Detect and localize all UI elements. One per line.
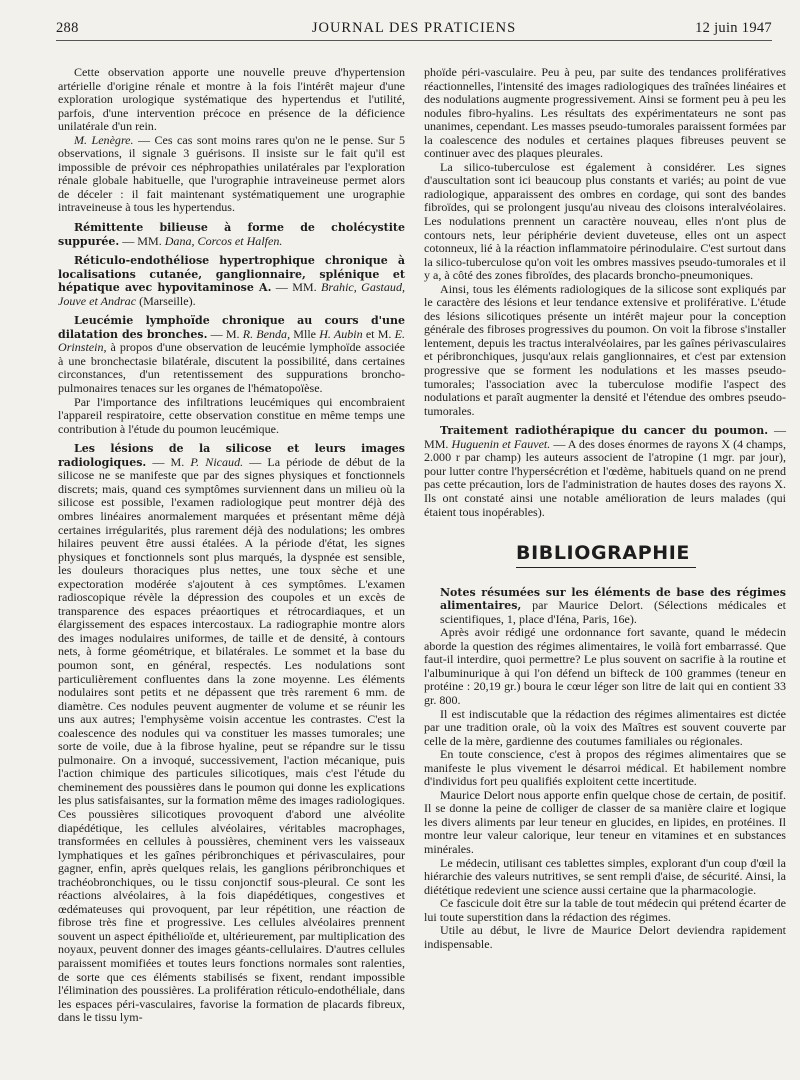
journal-title: JOURNAL DES PRATICIENS <box>311 20 517 36</box>
section-paragraph: Réticulo-endothéliose hypertrophique chronique à localisations cutanée, ganglionnaire, splénique et hépatique avec hypovitaminose A. — MM. Brahic, Gastaud, Jouve et Andrac (Marseille). <box>58 254 405 308</box>
paragraph: Maurice Delort nous apporte enfin quelque chose de certain, de positif. Il se donne la peine de colliger de classer de sa manière claire et logique les divers aliments par leur teneur en glucides, en lipides, en protéines. Il montre leur valeur calorique, leur teneur en vitamines et en substances minérales. <box>424 787 786 856</box>
section-title: Rémittente bilieuse à forme de cholécystite suppurée. <box>58 221 405 248</box>
bibliography-heading: BIBLIOGRAPHIE <box>516 547 696 568</box>
section-paragraph: Traitement radiothérapique du cancer du poumon. — MM. Huguenin et Fauvet. — A des doses énormes de rayons X (4 champs, 2.000 r par champ) les auteurs associent de l'atropine (1 mgr. par jour), pour lutter contre l'hypersécrétion et l'œdème, habituels quand on ne prend pas cette précaution, lors de l'administration de hautes doses des rayons X. Ils ont constaté ainsi une notable amélioration de leurs malades (qui étaient tous inopérables). <box>424 423 787 519</box>
paragraph: La silico-tuberculose est également à considérer. Les signes d'auscultation sont ici beaucoup plus constants et variés; au point de vue radiologique, apparaissent des ombres en cordage, qui sont des bandes fibroïdes, qui se prolongent jusqu'au niveau des cloisons interalvéolaires. Les nodulations prennent un caractère nouveau, elles n'ont plus de contours nets, leur périphérie devient duveteuse, elles ont un aspect cotonneux, lié à la réaction inflammatoire périnodulaire. C'est surtout dans la silico-tuberculose qu'on voit les ombres massives pseudo-tumorales et il y a, à côté des zones fibroïdes, des placards broncho-pneumoniques. <box>424 159 786 283</box>
author: Dana, Corcos et Halfen. <box>164 233 283 248</box>
paragraph: Après avoir rédigé une ordonnance fort savante, quand le médecin aborde la question des régimes alimentaires, le voilà fort embarrassé. Que faut-il interdire, quoi permettre? Le plus souvent on sacrifie à la routine et l'albuminurique à qui l'on défend un bifteck de 100 grammes (teneur en protéine : 20,19 gr.) boura le cœur léger son litre de lait qui en contient 33 gr. 800. <box>424 625 786 707</box>
author: E. Orinstein, <box>58 326 405 355</box>
section-title: Leucémie lymphoïde chronique au cours d'une dilatation des bronches. <box>58 314 405 341</box>
author: M. Lenègre. <box>74 132 134 147</box>
author: Brahic, Gastaud, Jouve et Andrac <box>58 280 405 308</box>
paragraph: Utile au début, le livre de Maurice Delort deviendra rapidement indispensable. <box>424 923 786 951</box>
issue-date: 12 juin 1947 <box>695 20 772 36</box>
page-header <box>56 18 772 41</box>
author: R. Benda, <box>242 326 291 341</box>
paragraph: Cette observation apporte une nouvelle preuve d'hypertension artérielle d'origine rénale et montre à la fois l'intérêt majeur d'une exploration urologique systématique des hypertendus et l'utilité, parfois, d'une intervention précoce en présence de la déficience unilatérale d'un rein. <box>58 65 405 134</box>
book-reference: Notes résumées sur les éléments de base des régimes alimentaires, par Maurice Delort. (Sélections médicales et scientifiques, 1, place d'Iéna, Paris, 16e). <box>440 585 786 626</box>
left-column <box>58 66 405 1025</box>
paragraph: M. Lenègre. — Ces cas sont moins rares qu'on ne le pense. Sur 5 observations, il signale 3 guérisons. Il insiste sur le fait qu'il est impossible de prévoir ces néphropathies unilatérales par l'exploration rénale globale habituelle, que l'urographie intraveineuse permet alors de déceler : il fait maintenant systématiquement une urographie intraveineuse à tous les hypertendus. <box>58 132 405 215</box>
author: H. Aubin <box>319 326 363 341</box>
section-title: Réticulo-endothéliose hypertrophique chronique à localisations cutanée, ganglionnaire, splénique et hépatique avec hypovitaminose A. <box>58 254 405 295</box>
paragraph: Ainsi, tous les éléments radiologiques de la silicose sont expliqués par le caractère des lésions et leur tendance extensive et proliférative. L'étude des lésions silicotiques présente un intérêt majeur pour la conception générale des fibroses progressives du poumon. On voit la fibrose s'installer lentement, depuis les tractus interalvéolaires, par les gaînes périvasculaires et péribronchiques, jusqu'aux relais ganglionnaires, et c'est par extension progressive que se forment les nodulations et les masses pseudo-tumorales; l'association avec la tuberculose modifie l'aspect des nodulations et paraît augmenter la densité et l'étendue des ombres pseudo-tumorales. <box>424 281 786 418</box>
paragraph: Par l'importance des infiltrations leucémiques qui encombraient l'appareil respiratoire, cette observation constitue en même temps une contribution à l'étude du poumon leucémique. <box>58 394 405 436</box>
book-title: Notes résumées sur les éléments de base des régimes alimentaires, <box>440 585 786 613</box>
paragraph: Ce fascicule doit être sur la table de tout médecin qui prétend écarter de lui toute superstition dans la rédaction des régimes. <box>424 896 786 924</box>
right-column <box>424 66 786 951</box>
paragraph: En toute conscience, c'est à propos des régimes alimentaires que se manifeste le plus vivement le désarroi médical. Et habilement nombre d'individus fort peu qualifiés exploitent cette incertitude. <box>424 747 786 789</box>
section-title: Les lésions de la silicose et leurs images radiologiques. <box>58 442 405 469</box>
author: P. Nicaud. <box>190 454 244 469</box>
section-title: Traitement radiothérapique du cancer du poumon. <box>440 424 769 438</box>
paragraph: Le médecin, utilisant ces tablettes simples, explorant d'un coup d'œil la hiérarchie des valeurs nutritives, se sent rempli d'aise, de sécurité. Ainsi, la diététique redevient une science aussi certaine que la pharmacologie. <box>424 855 786 897</box>
author: Huguenin et Fauvet. <box>451 436 551 451</box>
paragraph: phoïde péri-vasculaire. Peu à peu, par suite des tendances prolifératives réactionnelles, l'intensité des images radiologiques des traînées linéaires et des nodulations augmente progressivement. Ainsi se forment peu à peu les nodules fibro-hyalins. Les résultats des expérimentateurs ne sont pas unanimes, cependant. Les masses pseudo-tumorales paraissent formées par la coalescence des nodules et certaines plaques fibreuses peuvent se continuer avec des plaques pleurales. <box>424 65 786 161</box>
section-paragraph: Leucémie lymphoïde chronique au cours d'une dilatation des bronches. — M. R. Benda, Mlle H. Aubin et M. E. Orinstein, à propos d'une observation de leucémie lymphoïde associée à une bronchectasie bilatérale, discutent la possibilité, dans certaines circonstances, d'un retentissement des suppurations broncho-pulmonaires tenaces sur les organes de l'hématopoïèse. <box>58 314 405 396</box>
page-number: 288 <box>56 20 79 36</box>
bibliography-heading-wrap <box>424 542 786 568</box>
section-paragraph: Rémittente bilieuse à forme de cholécystite suppurée. — MM. Dana, Corcos et Halfen. <box>58 221 405 248</box>
section-paragraph: Les lésions de la silicose et leurs images radiologiques. — M. P. Nicaud. — La période de début de la silicose ne se manifeste que par des signes physiques et fonctionnels discrets; mais, quand ces symptômes surviennent dans un milieu où la silicose est possible, l'examen radiologique peut montrer déjà des ombres linéaires anormalement marquées et présentant même déjà certaines irrégularités, plus rarement déjà des nodulations; les ombres hilaires peuvent être aussi étalées. A la période d'état, les signes physiques et fonctionnels sont plus marqués, la dyspnée est sensible, les douleurs thoraciques plus nettes, une toux sèche et une expectoration modérée s'ajoutent à ces symptômes. L'examen radioscopique révèle la dépression des coupoles et un excès de transparence des espaces préaortiques et rétrocardiaques, et un élargissement des espaces intercostaux. La radiographie montre alors des images nodulaires uniformes, de taille et de densité, à contours nets, à forme géométrique, et bilatérales. Le sommet et la base du poumon sont, en général, respectés. Les nodulations sont particulièrement confluentes dans la zone moyenne. Les éléments nodulaires sont petits et ne dépassent que très rarement 6 mm. de diamètre. Ces nodules peuvent augmenter de volume et se réunir les uns aux autres; l'emphysème voisin accentue les contrastes. C'est la coalescence des nodules qui va constituer les masses tumorales; une sorte de voile, due à la fibrose hyaline, peut se répandre sur le tissu pulmonaire. On a invoqué, successivement, l'action mécanique, puis l'action chimique des particules silicotiques, mais c'est l'étude du cheminement des poussières dans le poumon qui donne les explications les plus satisfaisantes, sur la formation même des images radiologiques. Ces poussières silicotiques provoquent d'abord une alvéolite diapédétique, les cellules alvéolaires, véritables macrophages, transformées en cellules à poussières, cheminent vers les vaisseaux lymphatiques et les gaînes péribronchiques et périvasculaires, pour gagner, enfin, après quelques relais, les ganglions péribronchiques et trachéobronchiques, ou le tissu conjonctif sous-pleural. Ce sont les réactions alvéolaires, à la fois diapédétiques, congestives et œdémateuses qui provoquent, par leur répétition, une réaction de fibrose très fine et progressive. Les cellules alvéolaires prennent souvent un aspect épithélioïde et, ultérieurement, par multiplication des noyaux, peuvent donner des images géants-cellulaires. D'autres cellules paraissent momifiées et toutes leurs fonctions normales sont ralenties, de sorte que ces éléments stabilisés se fixent, rendant impossible l'élimination des poussières. La prolifération réticulo-endothéliale, dans les espaces péri-vasculaires, favorise la formation de placards fibreux, dans le tissu lym- <box>58 442 405 1025</box>
paragraph: Il est indiscutable que la rédaction des régimes alimentaires est dictée par une tradition orale, où la voix des Maîtres est souvent couverte par celle de la mère, gardienne des coutumes familiales ou régionales. <box>424 706 786 748</box>
